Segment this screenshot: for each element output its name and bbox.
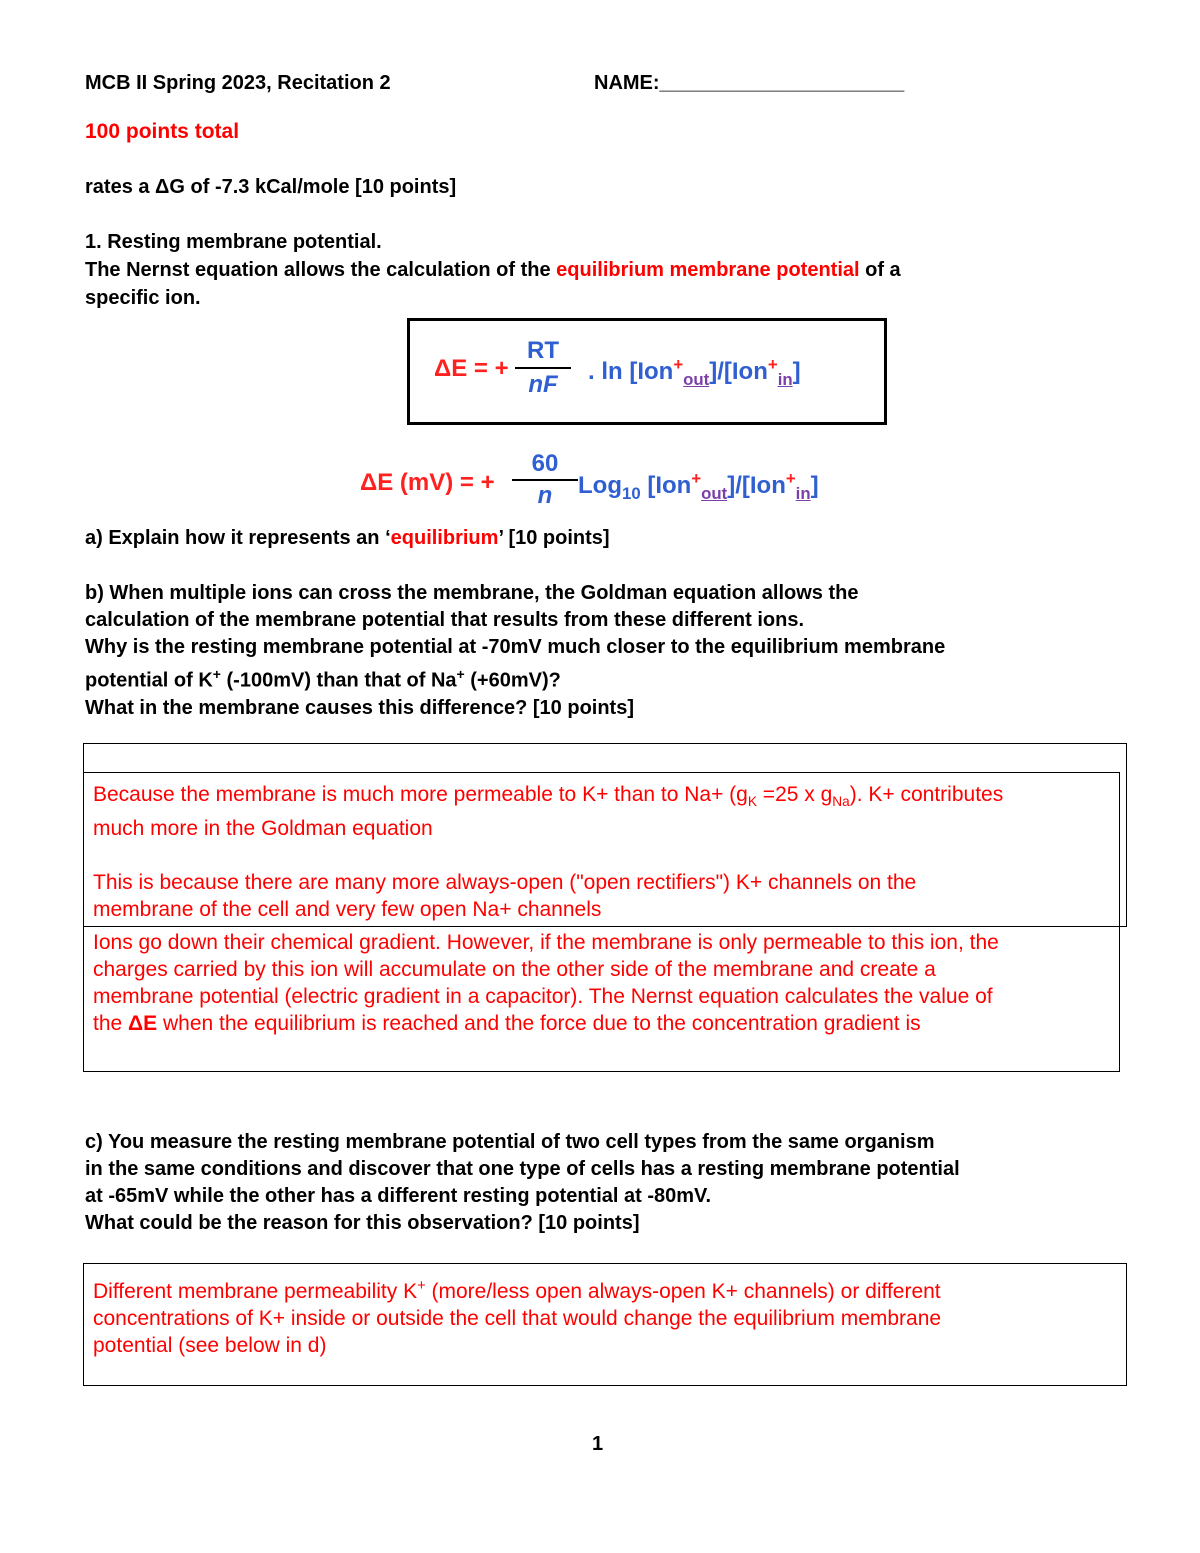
- question-a: a) Explain how it represents an ‘equilibrium’ [10 points]: [85, 527, 610, 549]
- intro-line: rates a ΔG of -7.3 kCal/mole [10 points]: [85, 176, 457, 198]
- log-formula: [360, 450, 880, 520]
- formula2-numerator: 60: [531, 450, 559, 477]
- formula1-rhs: . ln [Ion+$_{out}$]/[Ion+$_{in}$]: [588, 355, 801, 389]
- formula2-denominator: n: [537, 482, 553, 509]
- formula1-fraction: [513, 337, 573, 399]
- formula1-denominator: nF: [528, 371, 558, 398]
- formula2-lhs: ΔE (mV) = +: [360, 469, 495, 496]
- points-total: 100 points total: [85, 120, 240, 143]
- name-field: [594, 70, 904, 97]
- q1-nernst-line2: specific ion.: [85, 287, 201, 309]
- answer-a-text: Ions go down their chemical gradient. However, if the membrane is only permeable to this ion, the charges carried by this ion will accumulate on the other side of the membrane and create a membrane potential (electric gradient in a capacitor). The Nernst equation calculates the value of the ΔE when the equilibrium is reached and the force due to the concentration gradient is: [93, 931, 999, 1035]
- fraction-bar: [515, 367, 571, 369]
- fraction-bar-2: [512, 479, 578, 481]
- course-header: MCB II Spring 2023, Recitation 2: [85, 72, 391, 94]
- name-blank: ______________________: [659, 72, 905, 94]
- name-label: NAME:: [594, 72, 660, 94]
- nernst-formula-box: [407, 318, 887, 425]
- formula2-fraction: [510, 450, 580, 510]
- formula2-rhs: Log$_{10}$ [Ion+$_{out}$]/[Ion+$_{in}$]: [578, 469, 819, 503]
- question-c: c) You measure the resting membrane potential of two cell types from the same organism in the same conditions and discover that one type of cells has a resting membrane potential at -65mV while the other has a different resting potential at -80mV. What could be the reason for this observation? [10 points]: [85, 1131, 960, 1234]
- q1-title: 1. Resting membrane potential.: [85, 231, 382, 253]
- formula1-lhs: ΔE = +: [434, 355, 509, 382]
- question-b: b) When multiple ions can cross the membrane, the Goldman equation allows the calculation of the membrane potential that results from these different ions. Why is the resting membrane potential at -70mV much closer to the equilibrium membrane potential of K+ (-100mV) than that of Na+ (+60mV)? What in the membrane causes this difference? [10 points]: [85, 582, 946, 719]
- q1-nernst-line: The Nernst equation allows the calculation of the equilibrium membrane potential of a: [85, 259, 901, 281]
- answer-c-text: Different membrane permeability K+ (more/less open always-open K+ channels) or different concentrations of K+ inside or outside the cell that would change the equilibrium membrane potential (see below in d): [93, 1278, 942, 1357]
- q1-highlight: equilibrium membrane potential: [556, 259, 860, 281]
- formula1-numerator: RT: [527, 337, 559, 364]
- page-number: 1: [592, 1433, 604, 1455]
- qa-highlight: equilibrium: [390, 527, 499, 549]
- answer-b-text: Because the membrane is much more permeable to K+ than to $Na+ (g_K =25$ x $g_{Na}$). K+ contributes much more in the Goldman equation This is because there are many more always-open ("open rectifiers") K+ channels on the membrane of the cell and very few open Na+ channels: [93, 783, 1004, 922]
